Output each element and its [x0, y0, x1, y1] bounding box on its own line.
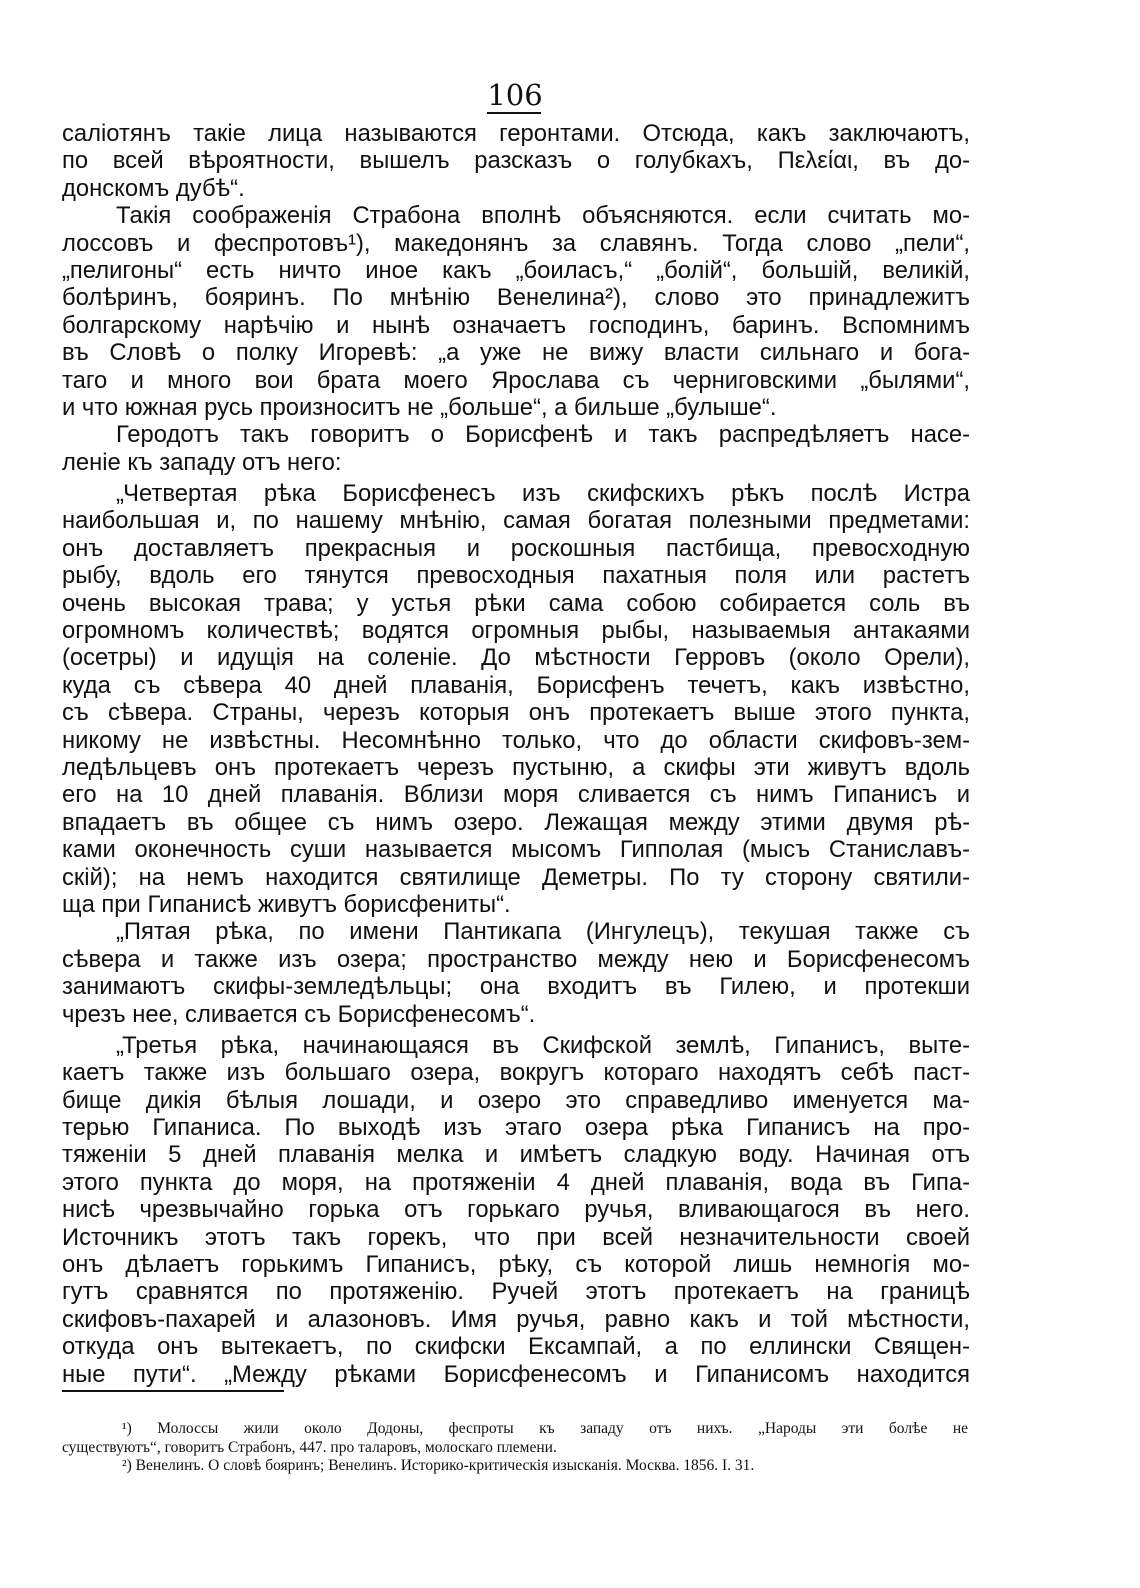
- page-number-underline: [487, 112, 541, 114]
- footnotes: [62, 1420, 968, 1476]
- body-line: „Третья рѣка, начинающаяся въ Скифской землѣ, Гипанисъ, выте-: [116, 1031, 970, 1059]
- body-line: онъ доставляетъ прекрасныя и роскошныя пастбища, превосходную: [62, 534, 970, 562]
- body-line: въ Словѣ о полку Игоревѣ: „а уже не вижу власти сильнаго и бога-: [62, 339, 970, 367]
- body-line: ледѣльцевъ онъ протекаетъ черезъ пустыню, а скифы эти живутъ вдоль: [62, 753, 970, 781]
- body-line: „пелигоны“ есть ничто иное какъ „боиласъ,“ „болій“, большій, великій,: [62, 256, 970, 284]
- body-text: [62, 120, 970, 1388]
- body-line: занимаютъ скифы-земледѣльцы; она входитъ въ Гилею, и протекши: [62, 973, 970, 1001]
- body-line: и что южная русь произноситъ не „больше“, а бильше „булыше“.: [62, 393, 777, 421]
- body-line: ща при Гипанисѣ живутъ борисфениты“.: [62, 890, 511, 918]
- body-line: никому не извѣстны. Несомнѣнно только, что до области скифовъ-зем-: [62, 726, 970, 754]
- body-line: донскомъ дубѣ“.: [62, 174, 245, 202]
- body-line: очень высокая трава; у устья рѣки сама собою собирается соль въ: [62, 589, 970, 617]
- body-line: ками оконечность суши называется мысомъ Гипполая (мысъ Станиславъ-: [62, 836, 970, 864]
- body-line: скифовъ-пахарей и алазоновъ. Имя ручья, равно какъ и той мѣстности,: [62, 1305, 970, 1333]
- body-line: съ сѣвера. Страны, черезъ которыя онъ протекаетъ выше этого пункта,: [62, 699, 970, 727]
- body-line: откуда онъ вытекаетъ, по скифски Ексампай, а по еллински Священ-: [62, 1333, 970, 1361]
- body-line: Такія соображенія Страбона вполнѣ объясняются. если считать мо-: [116, 202, 970, 230]
- body-line: куда съ сѣвера 40 дней плаванія, Борисфенъ течетъ, какъ извѣстно,: [62, 671, 970, 699]
- body-line: „Четвертая рѣка Борисфенесъ изъ скифскихъ рѣкъ послѣ Истра: [116, 480, 970, 508]
- body-line: (осетры) и идущія на соленіе. До мѣстности Герровъ (около Орели),: [62, 644, 970, 672]
- footnote-separator: [62, 1390, 284, 1392]
- body-line: впадаетъ въ общее съ нимъ озеро. Лежащая между этими двумя рѣ-: [62, 808, 970, 836]
- body-line: чрезъ нее, сливается съ Борисфенесомъ“.: [62, 1000, 536, 1028]
- body-line: Источникъ этотъ такъ горекъ, что при всей незначительности своей: [62, 1223, 970, 1251]
- body-line: лоссовъ и феспротовъ¹), македонянъ за славянъ. Тогда слово „пели“,: [62, 229, 970, 257]
- body-line: по всей вѣроятности, вышелъ разсказъ о голубкахъ, Πελείαι, въ до-: [62, 147, 970, 175]
- footnote-line: ²) Венелинъ. О словѣ бояринъ; Венелинъ. Историко-критическія изысканія. Москва. 1856. I. 31.: [122, 1457, 755, 1475]
- body-line: его на 10 дней плаванія. Вблизи моря сливается съ нимъ Гипанисъ и: [62, 781, 970, 809]
- body-line: каетъ также изъ большаго озера, вокругъ котораго находятъ себѣ паст-: [62, 1059, 970, 1087]
- body-line: наибольшая и, по нашему мнѣнію, самая богатая полезными предметами:: [62, 507, 970, 535]
- body-line: рыбу, вдоль его тянутся превосходныя пахатныя поля или растетъ: [62, 562, 970, 590]
- body-line: скій); на немъ находится святилище Деметры. По ту сторону святили-: [62, 863, 970, 891]
- footnote-line: существуютъ“, говоритъ Страбонъ, 447. про таларовъ, молоскаго племени.: [62, 1438, 557, 1456]
- body-line: таго и много вои брата моего Ярослава съ черниговскими „былями“,: [62, 366, 970, 394]
- body-line: огромномъ количествѣ; водятся огромныя рыбы, называемыя антакаями: [62, 617, 970, 645]
- body-line: Геродотъ такъ говоритъ о Борисфенѣ и такъ распредѣляетъ насе-: [116, 421, 970, 449]
- body-line: терью Гипаниса. По выходѣ изъ этаго озера рѣка Гипанисъ на про-: [62, 1114, 970, 1142]
- body-line: болѣринъ, бояринъ. По мнѣнію Венелина²), слово это принадлежитъ: [62, 284, 970, 312]
- page-number: 106: [487, 78, 543, 112]
- body-line: болгарскому нарѣчію и нынѣ означаетъ господинъ, баринъ. Вспомнимъ: [62, 311, 970, 339]
- body-line: саліотянъ такіе лица называются геронтами. Отсюда, какъ заключаютъ,: [62, 120, 970, 147]
- body-line: тяженіи 5 дней плаванія мелка и имѣетъ сладкую воду. Начиная отъ: [62, 1141, 970, 1169]
- body-line: этого пункта до моря, на протяженіи 4 дней плаванія, вода въ Гипа-: [62, 1168, 970, 1196]
- body-line: сѣвера и также изъ озера; пространство между нею и Борисфенесомъ: [62, 945, 970, 973]
- body-line: леніе къ западу отъ него:: [62, 448, 342, 476]
- body-line: „Пятая рѣка, по имени Пантикапа (Ингулецъ), текушая также съ: [116, 918, 970, 946]
- footnote-line: ¹) Молоссы жили около Додоны, феспроты къ западу отъ нихъ. „Народы эти болѣе не: [122, 1420, 968, 1437]
- body-line: ные пути“. „Между рѣками Борисфенесомъ и Гипанисомъ находится: [62, 1360, 970, 1388]
- body-line: нисѣ чрезвычайно горька отъ горькаго ручья, вливающагося въ него.: [62, 1196, 970, 1224]
- body-line: гутъ сравнятся по протяженію. Ручей этотъ протекаетъ на границѣ: [62, 1278, 970, 1306]
- body-line: онъ дѣлаетъ горькимъ Гипанисъ, рѣку, съ которой лишь немногія мо-: [62, 1251, 970, 1279]
- body-line: бище дикія бѣлыя лошади, и озеро это справедливо именуется ма-: [62, 1086, 970, 1114]
